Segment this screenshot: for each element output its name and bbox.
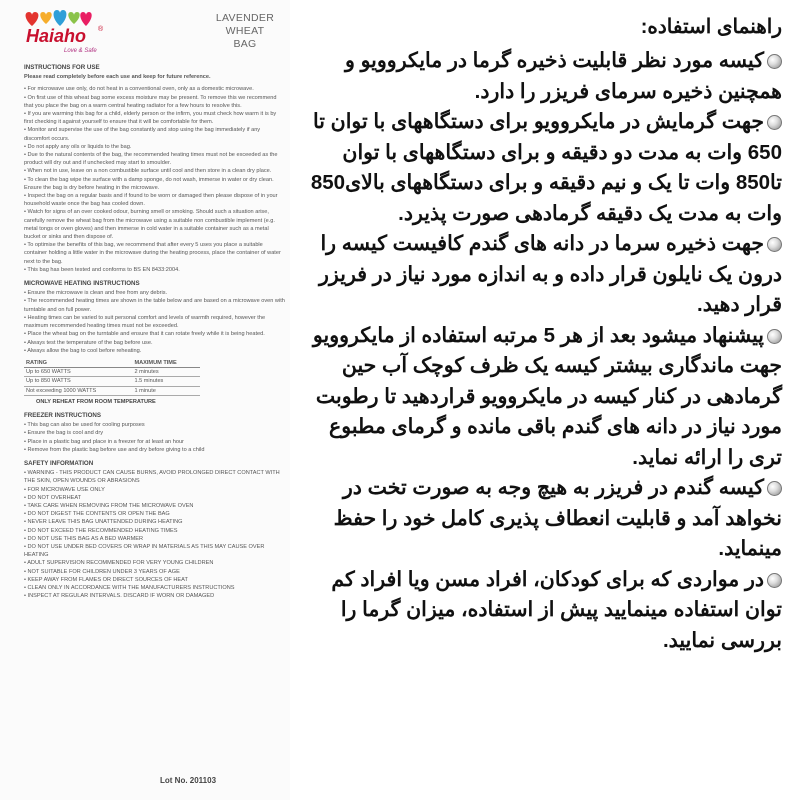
microwave-item: • Always allow the bag to cool before reheating. xyxy=(24,347,142,354)
safety-item: • NOT SUITABLE FOR CHILDREN UNDER 3 YEARS OF AGE xyxy=(24,568,180,575)
persian-paragraph-text: جهت ذخیره سرما در دانه های گندم کافیست کیسه را درون یک نایلون قرار داده و به اندازه مورد نیاز در فریزر قرار دهید. xyxy=(319,232,782,316)
persian-body xyxy=(302,46,782,656)
bullet-icon xyxy=(767,237,782,252)
product-line-3: BAG xyxy=(233,38,257,50)
instruction-item: • Watch for signs of an over cooked odour, burning smell or smoking. Should such a situation arise, carefully remove the wheat bag from the microwave using a suitable non combustible implement (e.g. metal tongs or oven gloves) and then immerse in cold water in a suitable container such as a metal bucket or sinks and then dispose of. xyxy=(24,209,275,241)
persian-paragraph xyxy=(302,46,782,107)
instruction-item: • To clean the bag wipe the surface with a damp sponge, do not wash, immerse in water or dry clean. Ensure the bag is dry before heating in the microwave. xyxy=(24,176,274,191)
safety-item: • DO NOT OVERHEAT xyxy=(24,494,82,501)
safety-item: • DO NOT USE UNDER BED COVERS OR WRAP IN MATERIALS AS THIS MAY CAUSE OVER HEATING xyxy=(24,543,265,559)
microwave-item: • Ensure the microwave is clean and free from any debris. xyxy=(24,290,168,297)
rating-cell: Up to 650 WATTS xyxy=(24,368,132,377)
safety-item: • ADULT SUPERVISION RECOMMENDED FOR VERY YOUNG CHILDREN xyxy=(24,560,214,567)
instruction-item: • Do not apply any oils or liquids to the bag. xyxy=(24,143,132,150)
max-time-header: MAXIMUM TIME xyxy=(132,359,200,368)
time-cell: 1 minute xyxy=(132,386,200,395)
instructions-list xyxy=(24,85,286,274)
brand-tagline: Love & Safe xyxy=(64,48,97,54)
persian-paragraph-text: جهت گرمایش در مایکروویو برای دستگاههای با توان تا 650 وات به مدت دو دقیقه و برای دستگاههای با توان تا850 وات تا یک و نیم دقیقه و برای دستگاههای بالای850 وات به مدت یک دقیقه گرمادهی صورت پذیرد. xyxy=(310,110,782,225)
freezer-title: FREEZER INSTRUCTIONS xyxy=(24,411,102,419)
safety-title: SAFETY INFORMATION xyxy=(24,459,94,467)
rating-table xyxy=(24,359,200,396)
instruction-item: • This bag has been tested and conforms to BS EN 8433:2004. xyxy=(24,266,180,273)
persian-paragraph xyxy=(302,107,782,229)
safety-item: • FOR MICROWAVE USE ONLY xyxy=(24,486,105,493)
rating-table-header xyxy=(24,359,200,368)
safety-item: • INSPECT AT REGULAR INTERVALS. DISCARD IF WORN OR DAMAGED xyxy=(24,593,215,600)
persian-paragraph-text: کیسه مورد نظر قابلیت ذخیره گرما در مایکروویو و همچنین ذخیره سرمای فریزر را دارد. xyxy=(345,49,782,103)
bullet-icon xyxy=(767,54,782,69)
persian-paragraph xyxy=(302,229,782,321)
instruction-item: • Monitor and supervise the use of the bag constantly and stop using the bag immediately if any discomfort occurs. xyxy=(24,127,261,142)
instruction-item: • When not in use, leave on a non combustible surface until cool and then store in a clean dry place. xyxy=(24,168,272,175)
safety-item: • DO NOT USE THIS BAG AS A BED WARMER xyxy=(24,535,144,542)
product-line-2: WHEAT xyxy=(225,25,265,37)
microwave-item: • Place the wheat bag on the turntable and ensure that it can rotate freely while it is being heated. xyxy=(24,331,265,338)
instruction-item: • Due to the natural contents of the bag, the recommended heating times must not be exceeded as the product will dry out and if unchecked may start to smoulder. xyxy=(24,152,278,167)
safety-item: • TAKE CARE WHEN REMOVING FROM THE MICROWAVE OVEN xyxy=(24,502,194,509)
rating-cell: Not exceeding 1000 WATTS xyxy=(24,386,132,395)
safety-item: • KEEP AWAY FROM FLAMES OR DIRECT SOURCES OF HEAT xyxy=(24,576,188,583)
freezer-item: • Remove from the plastic bag before use and dry before giving to a child xyxy=(24,446,205,453)
persian-title: راهنمای استفاده: xyxy=(640,16,782,38)
instructions-title: INSTRUCTIONS FOR USE xyxy=(24,64,100,71)
persian-paragraph xyxy=(302,321,782,474)
rating-cell: Up to 850 WATTS xyxy=(24,377,132,386)
instructions-text xyxy=(24,64,286,600)
instruction-item: • Inspect the bag on a regular basis and if found to be worn or damaged then please dispose of in your household waste once the bag has cooled down. xyxy=(24,193,278,208)
brand-name: Haiaho xyxy=(26,26,87,46)
product-line-1: LAVENDER xyxy=(215,12,275,24)
instructions-lead: Please read completely before each use and keep for future reference. xyxy=(24,74,211,81)
rating-header: RATING xyxy=(24,359,132,368)
bullet-icon xyxy=(767,573,782,588)
bullet-icon xyxy=(767,329,782,344)
persian-paragraph-text: کیسه گندم در فریزر به هیچ وجه به صورت تخت در نخواهد آمد و قابلیت انعطاف پذیری کامل خود را حفظ مینماید. xyxy=(333,476,782,560)
time-cell: 1.5 minutes xyxy=(132,377,200,386)
bullet-icon xyxy=(767,115,782,130)
table-row xyxy=(24,368,200,377)
brand-registered-mark: ® xyxy=(98,26,104,33)
safety-item: • WARNING - THIS PRODUCT CAN CAUSE BURNS, AVOID PROLONGED DIRECT CONTACT WITH THE SKIN, OPEN WOUNDS OR ABRASIONS xyxy=(24,470,280,485)
english-instructions-panel xyxy=(0,0,290,800)
persian-paragraph-text: پیشنهاد میشود بعد از هر 5 مرتبه استفاده از مایکروویو جهت ماندگاری بیشتر کیسه یک ظرف کوچک آب حین گرمادهی در کنار کیسه در مایکروویو قراردهید تا رطوبت مورد نیاز در دانه های گندم باقی مانده و گرمای مطبوع تری را ارائه نماید. xyxy=(312,323,782,469)
rating-table-footer: ONLY REHEAT FROM ROOM TEMPERATURE xyxy=(36,398,156,405)
brand-logo xyxy=(22,6,112,62)
product-name xyxy=(200,12,290,51)
safety-item: • DO NOT DIGEST THE CONTENTS OR OPEN THE BAG xyxy=(24,511,170,518)
persian-instructions-panel xyxy=(290,0,796,800)
instruction-item: • On first use of this wheat bag some excess moisture may be present. To remove this we recommend that you place the bag on a warm central heating radiator for a few hours to resolve this. xyxy=(24,94,277,109)
persian-paragraph xyxy=(302,473,782,565)
safety-item: • CLEAN ONLY IN ACCORDANCE WITH THE MANUFACTURERS INSTRUCTIONS xyxy=(24,584,235,591)
table-row xyxy=(24,386,200,395)
freezer-item: • Ensure the bag is cool and dry xyxy=(24,430,104,437)
time-cell: 2 minutes xyxy=(132,368,200,377)
persian-paragraph xyxy=(302,565,782,657)
safety-item: • NEVER LEAVE THIS BAG UNATTENDED DURING HEATING xyxy=(24,519,183,526)
microwave-item: • Heating times can be varied to suit personal comfort and levels of warmth required, however the maximum recommended heating times must not be exceeded. xyxy=(24,314,266,330)
microwave-title: MICROWAVE HEATING INSTRUCTIONS xyxy=(24,280,140,288)
safety-item: • DO NOT EXCEED THE RECOMMENDED HEATING TIMES xyxy=(24,527,178,534)
instruction-item: • To optimise the benefits of this bag, we recommend that after every 5 uses you place a suitable container holding a little water in the microwave during the heating process, place the container of water next to the bag. xyxy=(24,242,281,265)
instruction-item: • For microwave use only, do not heat in a conventional oven, only as a domestic microwave. xyxy=(24,86,254,93)
instruction-item: • If you are warming this bag for a child, elderly person or the infirm, you must check how warm it is by first checking it against yourself to ensure that it will be comfortable for them. xyxy=(24,111,277,126)
lot-number: Lot No. 201103 xyxy=(160,776,217,785)
freezer-item: • Place in a plastic bag and place in a freezer for at least an hour xyxy=(24,438,184,445)
table-row xyxy=(24,377,200,386)
bullet-icon xyxy=(767,481,782,496)
persian-paragraph-text: در مواردی که برای کودکان، افراد مسن ویا افراد کم توان استفاده مینمایید پیش از استفاده، میزان گرما را بررسی نمایید. xyxy=(331,567,782,652)
microwave-item: • Always test the temperature of the bag before use. xyxy=(24,339,153,346)
freezer-item: • This bag can also be used for cooling purposes xyxy=(24,422,145,429)
microwave-item: • The recommended heating times are shown in the table below and are based on a microwave oven with turntable and on full power. xyxy=(24,298,285,313)
